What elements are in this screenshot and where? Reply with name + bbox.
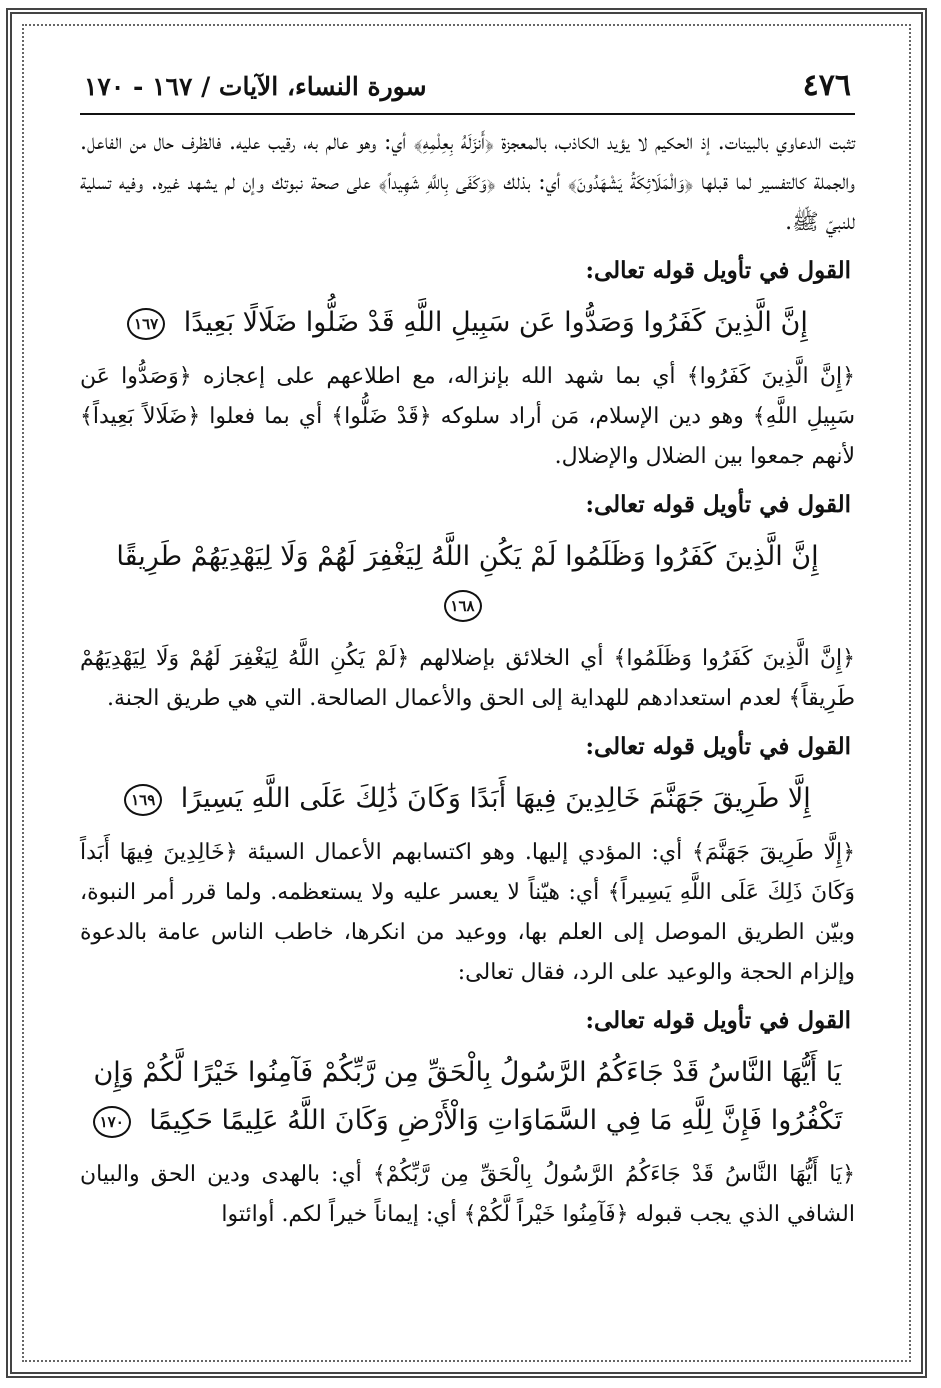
running-title: سورة النساء، الآيات / ١٦٧ - ١٧٠ (84, 72, 427, 101)
commentary-paragraph: ﴿إِنَّ الَّذِينَ كَفَرُوا﴾ أي بما شهد الله بإنزاله، مع اطلاعهم على إعجازه ﴿وَصَدُّوا عَن سَبِيلِ اللَّهِ﴾ وهو دين الإسلام، مَن أراد سلوكه ﴿قَدْ ضَلُّوا﴾ أي بما فعلوا ﴿ضَلَالاً بَعِيداً﴾ لأنهم جمعوا بين الضلال والإضلال. (80, 364, 855, 469)
commentary-paragraph: ﴿إِنَّ الَّذِينَ كَفَرُوا وَظَلَمُوا﴾ أي الخلائق بإضلالهم ﴿لَمْ يَكُنِ اللَّهُ لِيَغْفِرَ لَهُمْ وَلَا لِيَهْدِيَهُمْ طَرِيقاً﴾ لعدم استعدادهم للهداية إلى الحق والأعمال الصالحة. التي هي طريق الجنة. (80, 646, 855, 711)
section-heading: القول في تأويل قوله تعالى: (585, 733, 851, 760)
quran-verse (80, 775, 855, 823)
running-header (80, 60, 855, 115)
commentary-paragraph: ﴿يَا أَيُّهَا النَّاسُ قَدْ جَاءَكُمُ الرَّسُولُ بِالْحَقِّ مِن رَّبِّكُمْ﴾ أي: بالهدى ودين الحق والبيان الشافي الذي يجب قبوله ﴿فَآمِنُوا خَيْراً لَّكُمْ﴾ أي: إيماناً خيراً لكم. أوائتوا (80, 1162, 855, 1227)
commentary-paragraph: ﴿إِلَّا طَرِيقَ جَهَنَّمَ﴾ أي: المؤدي إليها. وهو اكتسابهم الأعمال السيئة ﴿خَالِدِينَ فِيهَا أَبَداً وَكَانَ ذَلِكَ عَلَى اللَّهِ يَسِيراً﴾ أي: هيّناً لا يعسر عليه ولا يستعظمه. ولما قرر أمر النبوة، وبيّن الطريق الموصل إلى العلم بها، ووعيد من انكرها، خاطب الناس عامة بالدعوة وإلزام الحجة والوعيد على الرد، فقال تعالى: (80, 840, 855, 985)
quran-verse (80, 533, 855, 629)
book-page (80, 60, 855, 1350)
intro-paragraph: تثبت الدعاوي بالبينات. إذ الحكيم لا يؤيد الكاذب، بالمعجزة ﴿أَنزَلَهُ بِعِلْمِهِ﴾ أي: وهو عالم به، رقيب عليه. فالظرف حال من الفاعل. والجملة كالتفسير لما قبلها ﴿وَالْمَلَائِكَةُ يَشْهَدُونَ﴾ أي: بذلك ﴿وَكَفَى بِاللَّهِ شَهِيداً﴾ على صحة نبوتك وإن لم يشهد غيره. وفيه تسلية للنبيّ ﷺ. (80, 130, 855, 235)
verse-text: يَا أَيُّهَا النَّاسُ قَدْ جَاءَكُمُ الرَّسُولُ بِالْحَقِّ مِن رَّبِّكُمْ فَآمِنُوا خَيْرًا لَّكُمْ وَإِن تَكْفُرُوا فَإِنَّ لِلَّهِ مَا فِي السَّمَاوَاتِ وَالْأَرْضِ وَكَانَ اللَّهُ عَلِيمًا حَكِيمًا (93, 1057, 843, 1136)
section-heading: القول في تأويل قوله تعالى: (585, 1007, 851, 1034)
verse-number-marker: ١٦٩ (124, 784, 162, 816)
page-number: ٤٧٦ (802, 68, 851, 103)
section-167 (80, 247, 855, 477)
section-169 (80, 723, 855, 993)
quran-verse (80, 299, 855, 347)
quran-verse (80, 1049, 855, 1145)
section-heading: القول في تأويل قوله تعالى: (585, 491, 851, 518)
section-170 (80, 997, 855, 1235)
verse-number-marker: ١٧٠ (93, 1106, 131, 1138)
section-heading: القول في تأويل قوله تعالى: (585, 257, 851, 284)
verse-text: إِلَّا طَرِيقَ جَهَنَّمَ خَالِدِينَ فِيهَا أَبَدًا وَكَانَ ذَٰلِكَ عَلَى اللَّهِ يَسِيرًا (180, 783, 811, 814)
verse-text: إِنَّ الَّذِينَ كَفَرُوا وَصَدُّوا عَن سَبِيلِ اللَّهِ قَدْ ضَلُّوا ضَلَالًا بَعِيدًا (183, 307, 808, 338)
verse-text: إِنَّ الَّذِينَ كَفَرُوا وَظَلَمُوا لَمْ يَكُنِ اللَّهُ لِيَغْفِرَ لَهُمْ وَلَا لِيَهْدِيَهُمْ طَرِيقًا (116, 541, 819, 572)
section-168 (80, 481, 855, 719)
verse-number-marker: ١٦٨ (444, 590, 482, 622)
verse-number-marker: ١٦٧ (127, 308, 165, 340)
